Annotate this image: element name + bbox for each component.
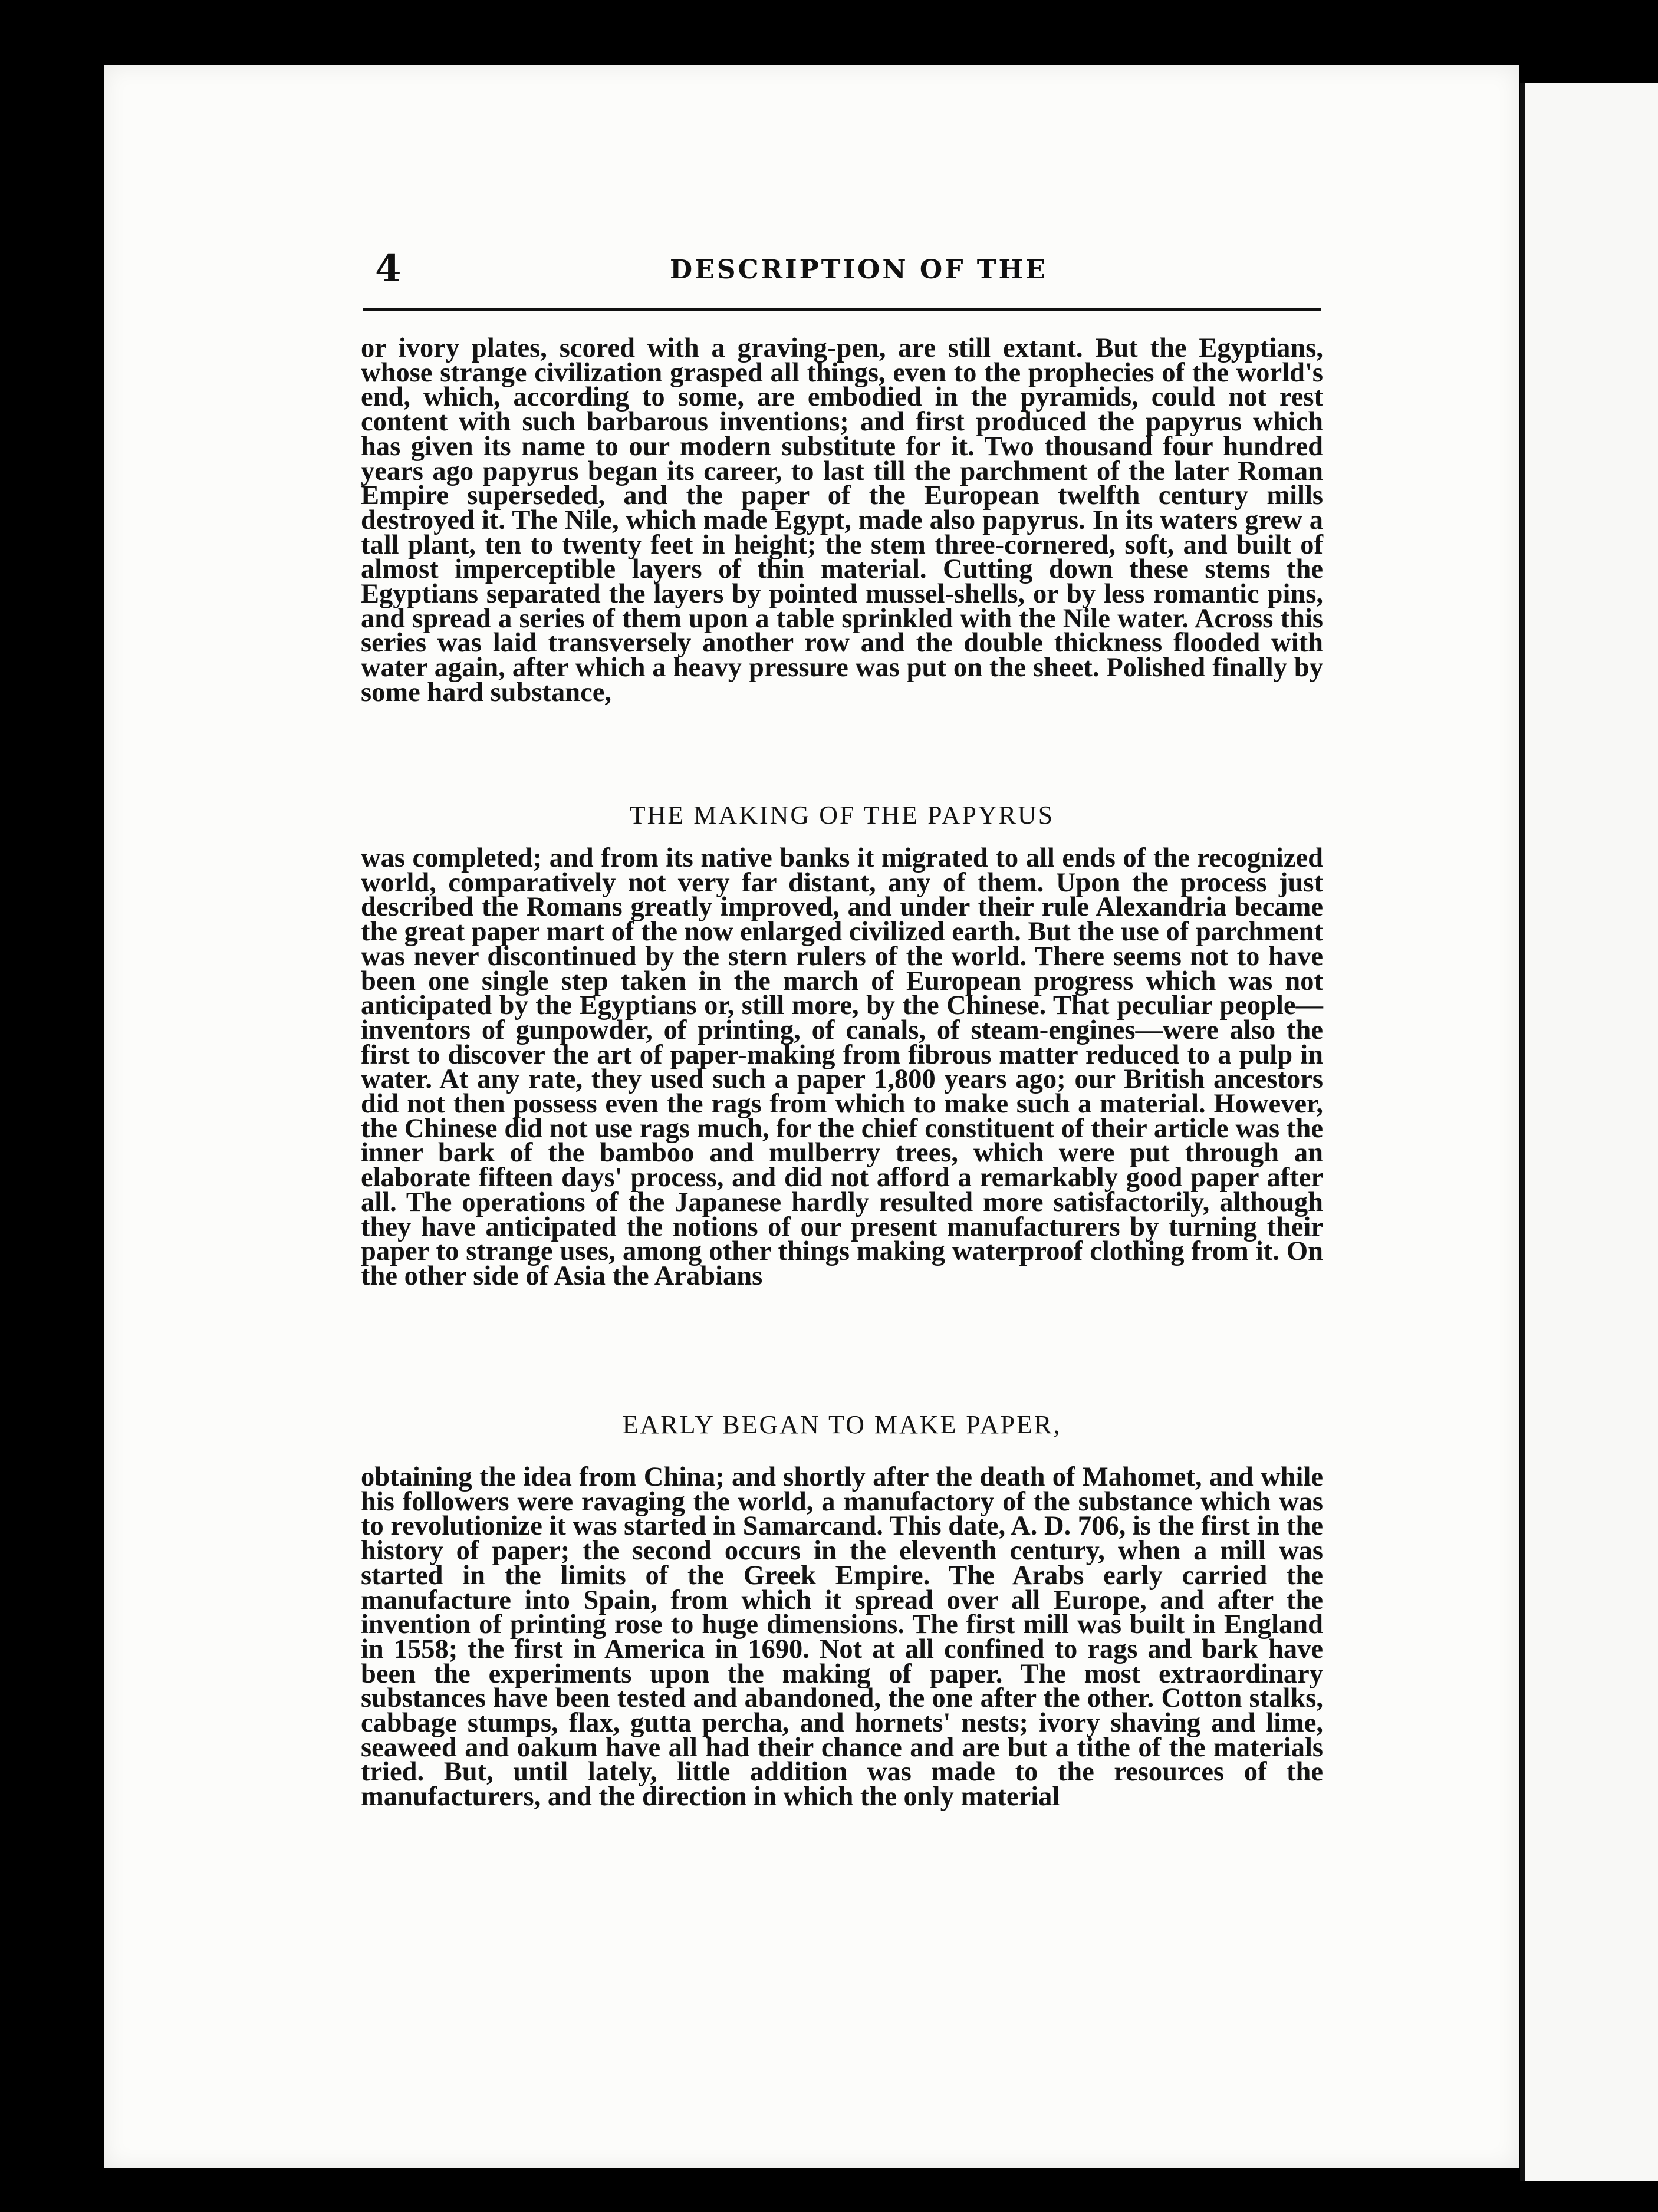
page-number: 4 — [375, 246, 402, 291]
body-paragraph-1: or ivory plates, scored with a graving-pen, are still extant. But the Egyptians, whose strange civilization grasped all things, even to the prophecies of the world's end, which, according to some, are embodied in the pyramids, could not rest content with such barbarous inventions; and first produced the papyrus which has given its name to our modern substitute for it. Two thousand four hundred years ago papyrus began its career, to last till the parchment of the later Roman Empire superseded, and the paper of the European twelfth century mills destroyed it. The Nile, which made Egypt, made also papyrus. In its waters grew a tall plant, ten to twenty feet in height; the stem three-cornered, soft, and built of almost imperceptible layers of thin material. Cutting down these stems the Egyptians separated the layers by pointed mussel-shells, or by less romantic pins, and spread a series of them upon a table sprinkled with the Nile water. Across this series was laid transversely another row and the double thickness flooded with water again, after which a heavy pressure was put on the sheet. Polished finally by some hard substance, — [361, 333, 1323, 707]
header-rule — [363, 308, 1321, 311]
running-head — [375, 246, 1318, 299]
body-paragraph-3: obtaining the idea from China; and shortly after the death of Mahomet, and while his followers were ravaging the world, a manufactory of the substance which was to revolutionize it was started in Samarcand. This date, A. D. 706, is the first in the history of paper; the second occurs in the eleventh century, when a mill was started in the limits of the Greek Empire. The Arabs early carried the manufacture into Spain, from which it spread over all Europe, and after the invention of printing rose to huge dimensions. The first mill was built in England in 1558; the first in America in 1690. Not at all confined to rags and bark have been the experiments upon the making of paper. The most extraordinary substances have been tested and abandoned, the one after the other. Cotton stalks, cabbage stumps, flax, gutta percha, and hornets' nests; ivory shaving and lime, seaweed and oakum have all had their chance and are but a tithe of the materials tried. But, until lately, little addition was made to the resources of the manufacturers, and the direction in which the only material — [361, 1462, 1323, 1812]
section-heading-1: THE MAKING OF THE PAPYRUS — [629, 801, 1055, 830]
body-paragraph-2: was completed; and from its native banks it migrated to all ends of the recognized world, comparatively not very far distant, any of them. Upon the process just described the Romans greatly improved, and under their rule Alexandria became the great paper mart of the now enlarged civilized earth. But the use of parchment was never discontinued by the stern rulers of the world. There seems not to have been one single step taken in the march of European progress which was not anticipated by the Egyptians or, still more, by the Chinese. That peculiar people— inventors of gunpowder, of printing, of canals, of steam-engines—were also the first to discover the art of paper-making from fibrous matter reduced to a pulp in water. At any rate, they used such a paper 1,800 years ago; our British ancestors did not then possess even the rags from which to make such a material. However, the Chinese did not use rags much, for the chief constituent of their article was the inner bark of the bamboo and mulberry trees, which were put through an elaborate fifteen days' process, and did not afford a remarkably good paper after all. The operations of the Japanese hardly resulted more satisfactorily, although they have anticipated the notions of our present manufacturers by turning their paper to strange uses, among other things making waterproof clothing from it. On the other side of Asia the Arabians — [361, 843, 1323, 1291]
running-title: DESCRIPTION OF THE — [670, 255, 1048, 285]
section-heading-2: EARLY BEGAN TO MAKE PAPER, — [622, 1410, 1062, 1439]
adjacent-page-edge — [1520, 83, 1658, 2181]
